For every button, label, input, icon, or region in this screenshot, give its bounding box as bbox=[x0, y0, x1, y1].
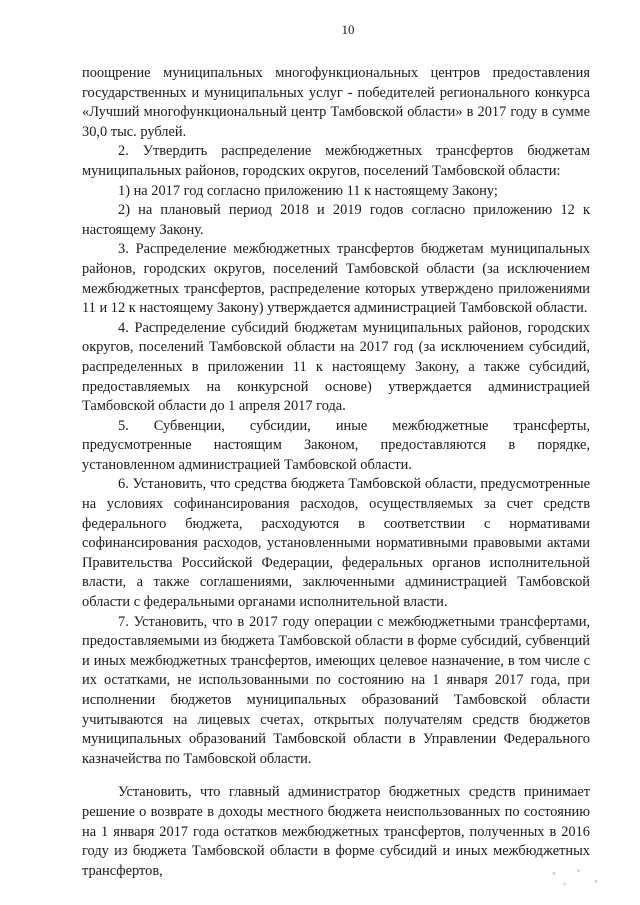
paragraph-item-7-continuation: Установить, что главный администратор бюджетных средств принимает решение о возврате в доходы местного бюджета неиспользованных по состоянию на 1 января 2017 года остатков межбюджетных трансфертов, полученных в 2016 году из бюджета Тамбовской области в форме субсидий и иных межбюджетных трансфертов, bbox=[82, 784, 590, 879]
paragraph-item-4: 4. Распределение субсидий бюджетам муниципальных районов, городских округов, поселений Тамбовской области на 2017 год (за исключением субсидий, распределенных в приложении 11 к настоящему Закону, а также субсидий, предоставляемых на конкурсной основе) утверждается администрацией Тамбовской области до 1 апреля 2017 года. bbox=[82, 319, 590, 415]
paragraph-item-6: 6. Установить, что средства бюджета Тамбовской области, предусмотренные на условиях софинансирования расходов, осуществляемых за счет средств федерального бюджета, расходуются в соответствии с нормативами софинансирования расходов, установленными нормативными правовыми актами Правительства Российской Федерации, федеральных органов исполнительной власти, а также соглашениями, заключенными администрацией Тамбовской области с федеральными органами исполнительной власти. bbox=[82, 476, 590, 611]
document-body bbox=[82, 64, 590, 881]
paragraph-subitem-1: 1) на 2017 год согласно приложению 11 к настоящему Закону; bbox=[118, 182, 498, 199]
page-number: 10 bbox=[341, 22, 355, 37]
paragraph-item-2: 2. Утвердить распределение межбюджетных трансфертов бюджетам муниципальных районов, городских округов, поселений Тамбовской области: bbox=[82, 143, 590, 179]
paragraph-subitem-2: 2) на плановый период 2018 и 2019 годов согласно приложению 12 к настоящему Закону. bbox=[82, 202, 590, 238]
paragraph-item-5: 5. Субвенции, субсидии, иные межбюджетные трансферты, предусмотренные настоящим Законом, предоставляются в порядке, установленном администрацией Тамбовской области. bbox=[82, 417, 590, 473]
paragraph-item-3: 3. Распределение межбюджетных трансфертов бюджетам муниципальных районов, городских округов, поселений Тамбовской области (за исключением межбюджетных трансфертов, распределение которых утверждено приложениями 11 и 12 к настоящему Закону) утверждается администрацией Тамбовской области. bbox=[82, 241, 590, 317]
paragraph-item-7: 7. Установить, что в 2017 году операции с межбюджетными трансфертами, предоставляемыми из бюджета Тамбовской области в форме субсидий, субвенций и иных межбюджетных трансфертов, имеющих целевое назначение, в том числе с их остатками, не использованными по состоянию на 1 января 2017 года, при исполнении бюджетов муниципальных образований Тамбовской области учитываются на лицевых счетах, открытых получателям средств бюджетов муниципальных образований Тамбовской области в Управлении Федерального казначейства по Тамбовской области. bbox=[82, 613, 590, 767]
scan-smudge bbox=[540, 863, 610, 889]
paragraph-continuation: поощрение муниципальных многофункциональных центров предоставления государственных и муниципальных услуг - победителей регионального конкурса «Лучший многофункциональный центр Тамбовской области» в 2017 году в сумме 30,0 тыс. рублей. bbox=[82, 65, 590, 140]
